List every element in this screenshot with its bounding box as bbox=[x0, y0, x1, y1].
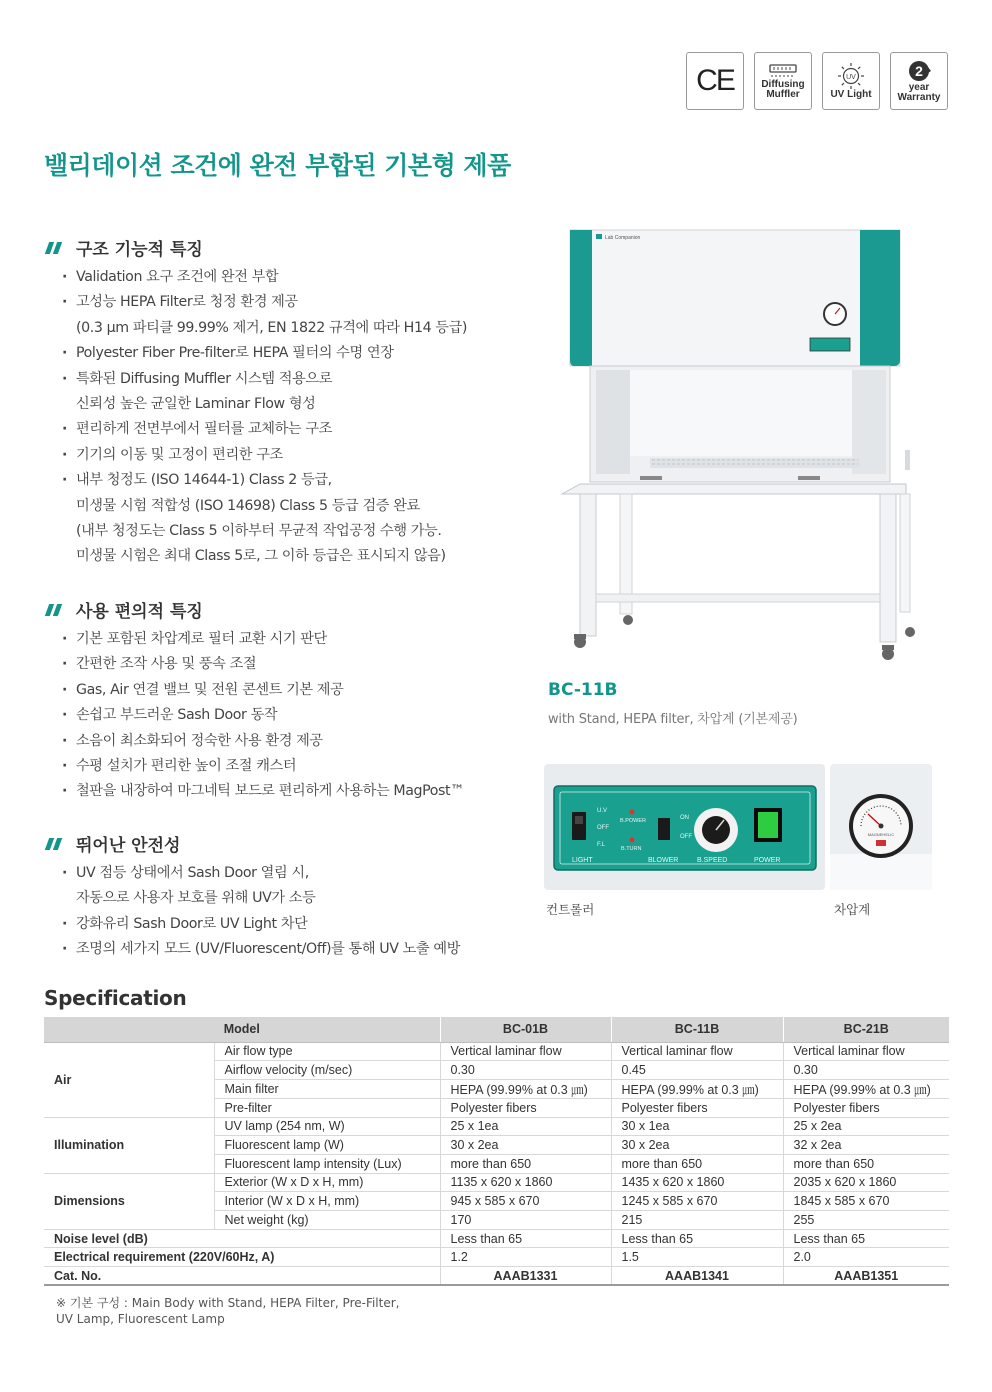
table-cell: 0.30 bbox=[440, 1061, 611, 1080]
svg-text:MAGNEHELIC: MAGNEHELIC bbox=[867, 832, 895, 837]
section-mark-icon bbox=[44, 602, 64, 616]
table-cell: 30 x 1ea bbox=[611, 1117, 783, 1136]
section-title: 사용 편의적 특징 bbox=[44, 597, 534, 621]
table-cell: Less than 65 bbox=[440, 1229, 611, 1248]
row-label: Interior (W x D x H, mm) bbox=[214, 1192, 440, 1211]
row-label: Net weight (kg) bbox=[214, 1211, 440, 1230]
table-cell: Polyester fibers bbox=[611, 1098, 783, 1117]
svg-text:BLOWER: BLOWER bbox=[648, 857, 679, 864]
list-item: · 손쉽고 부드러운 Sash Door 동작 bbox=[62, 703, 534, 728]
table-cell: Less than 65 bbox=[783, 1229, 949, 1248]
badge-label: Diffusing Muffler bbox=[761, 79, 805, 100]
diffusing-muffler-badge bbox=[754, 52, 812, 110]
row-label: Electrical requirement (220V/60Hz, A) bbox=[44, 1248, 440, 1267]
table-cell: 1.2 bbox=[440, 1248, 611, 1267]
list-item: · 소음이 최소화되어 정숙한 사용 환경 제공 bbox=[62, 729, 534, 754]
table-cell: 2035 x 620 x 1860 bbox=[783, 1173, 949, 1192]
table-row bbox=[44, 1229, 949, 1248]
svg-text:2: 2 bbox=[915, 63, 923, 79]
table-cell: HEPA (99.99% at 0.3 ㎛) bbox=[783, 1079, 949, 1098]
row-label: Exterior (W x D x H, mm) bbox=[214, 1173, 440, 1192]
list-item: · 편리하게 전면부에서 필터를 교체하는 구조 bbox=[62, 417, 534, 442]
table-cell: AAAB1351 bbox=[783, 1267, 949, 1286]
row-label: Fluorescent lamp intensity (Lux) bbox=[214, 1154, 440, 1173]
feature-list bbox=[62, 265, 534, 570]
svg-text:B.SPEED: B.SPEED bbox=[697, 857, 728, 864]
feature-list bbox=[62, 627, 534, 805]
table-cell: 25 x 1ea bbox=[440, 1117, 611, 1136]
table-row bbox=[44, 1248, 949, 1267]
controller-caption: 컨트롤러 bbox=[546, 902, 595, 917]
table-row bbox=[44, 1117, 949, 1136]
svg-text:B.POWER: B.POWER bbox=[620, 818, 646, 824]
row-label: Fluorescent lamp (W) bbox=[214, 1136, 440, 1155]
section-title: 구조 기능적 특징 bbox=[44, 235, 534, 259]
spec-table bbox=[44, 1017, 949, 1286]
structural-features-section bbox=[44, 235, 534, 570]
list-item: · 조명의 세가지 모드 (UV/Fluorescent/Off)를 통해 UV 노출 예방 bbox=[62, 937, 534, 962]
row-label: Air flow type bbox=[214, 1042, 440, 1061]
table-cell: 0.45 bbox=[611, 1061, 783, 1080]
table-cell: 2.0 bbox=[783, 1248, 949, 1267]
table-cell: AAAB1331 bbox=[440, 1267, 611, 1286]
column-header: BC-11B bbox=[611, 1017, 783, 1042]
controller-panel bbox=[544, 764, 825, 890]
column-header: BC-01B bbox=[440, 1017, 611, 1042]
table-cell: Polyester fibers bbox=[783, 1098, 949, 1117]
row-label: Cat. No. bbox=[44, 1267, 440, 1286]
table-cell: HEPA (99.99% at 0.3 ㎛) bbox=[440, 1079, 611, 1098]
row-label: UV lamp (254 nm, W) bbox=[214, 1117, 440, 1136]
list-item: · Polyester Fiber Pre-filter로 HEPA 필터의 수명 연장 bbox=[62, 341, 534, 366]
certification-badges bbox=[686, 52, 948, 110]
list-item: · UV 점등 상태에서 Sash Door 열림 시, 자동으로 사용자 보호를 위해 UV가 소등 bbox=[62, 861, 534, 912]
svg-text:B.TURN: B.TURN bbox=[621, 846, 642, 852]
svg-text:OFF: OFF bbox=[597, 825, 609, 831]
list-item: · 철판을 내장하여 마그네틱 보드로 편리하게 사용하는 MagPost™ bbox=[62, 779, 534, 804]
table-cell: more than 650 bbox=[440, 1154, 611, 1173]
list-item: · 내부 청정도 (ISO 14644-1) Class 2 등급, 미생물 시험 적합성 (ISO 14698) Class 5 등급 검증 완료 (내부 청정도는 Class 5 이하부터 무균적 작업공정 수행 가능. 미생물 시험은 최대 Class 5로, 그 이하 등급은 표시되지 않음) bbox=[62, 468, 534, 570]
uv-light-icon bbox=[836, 62, 866, 90]
svg-text:Lab Companion: Lab Companion bbox=[605, 235, 641, 241]
table-cell: Vertical laminar flow bbox=[611, 1042, 783, 1061]
table-cell: Less than 65 bbox=[611, 1229, 783, 1248]
badge-label: UV Light bbox=[830, 89, 872, 100]
svg-text:ON: ON bbox=[680, 815, 689, 821]
list-item: · 특화된 Diffusing Muffler 시스템 적용으로 신뢰성 높은 균일한 Laminar Flow 형성 bbox=[62, 367, 534, 418]
table-cell: 0.30 bbox=[783, 1061, 949, 1080]
table-cell: more than 650 bbox=[783, 1154, 949, 1173]
table-cell: Vertical laminar flow bbox=[440, 1042, 611, 1061]
table-cell: 1435 x 620 x 1860 bbox=[611, 1173, 783, 1192]
table-header-row bbox=[44, 1017, 949, 1042]
table-cell: 32 x 2ea bbox=[783, 1136, 949, 1155]
usability-features-section bbox=[44, 597, 534, 805]
uv-light-badge bbox=[822, 52, 880, 110]
svg-text:LIGHT: LIGHT bbox=[572, 857, 593, 864]
controller-photo bbox=[544, 764, 825, 890]
product-image bbox=[560, 222, 920, 668]
group-label: Illumination bbox=[44, 1117, 214, 1173]
gauge-photo bbox=[830, 764, 932, 890]
svg-text:UV: UV bbox=[846, 74, 856, 81]
gauge-caption: 차압계 bbox=[834, 902, 871, 917]
page-headline: 밸리데이션 조건에 완전 부합된 기본형 제품 bbox=[44, 151, 511, 180]
product-subtitle: with Stand, HEPA filter, 차압계 (기본제공) bbox=[548, 712, 798, 727]
row-label: Pre-filter bbox=[214, 1098, 440, 1117]
table-cell: 170 bbox=[440, 1211, 611, 1230]
table-cell: 25 x 2ea bbox=[783, 1117, 949, 1136]
section-title: 뛰어난 안전성 bbox=[44, 831, 534, 855]
spec-title: Specification bbox=[44, 986, 187, 1010]
diffusing-muffler-icon bbox=[768, 62, 798, 80]
group-label: Air bbox=[44, 1042, 214, 1117]
section-mark-icon bbox=[44, 240, 64, 254]
table-cell: 30 x 2ea bbox=[611, 1136, 783, 1155]
table-cell: 1845 x 585 x 670 bbox=[783, 1192, 949, 1211]
row-label: Main filter bbox=[214, 1079, 440, 1098]
feature-list bbox=[62, 861, 534, 963]
table-cell: AAAB1341 bbox=[611, 1267, 783, 1286]
warranty-badge bbox=[890, 52, 948, 110]
table-cell: 1.5 bbox=[611, 1248, 783, 1267]
safety-features-section bbox=[44, 831, 534, 963]
warranty-icon bbox=[906, 59, 932, 83]
svg-text:POWER: POWER bbox=[754, 857, 781, 864]
table-cell: 30 x 2ea bbox=[440, 1136, 611, 1155]
column-header: BC-21B bbox=[783, 1017, 949, 1042]
group-label: Dimensions bbox=[44, 1173, 214, 1229]
list-item: · 간편한 조작 사용 및 풍속 조절 bbox=[62, 652, 534, 677]
svg-text:OFF: OFF bbox=[680, 834, 692, 840]
pressure-gauge bbox=[830, 764, 932, 890]
row-label: Airflow velocity (m/sec) bbox=[214, 1061, 440, 1080]
column-header: Model bbox=[44, 1017, 440, 1042]
table-cell: 215 bbox=[611, 1211, 783, 1230]
list-item: · 기본 포함된 차압계로 필터 교환 시기 판단 bbox=[62, 627, 534, 652]
svg-text:F.L: F.L bbox=[597, 842, 606, 848]
table-row bbox=[44, 1267, 949, 1286]
table-cell: Vertical laminar flow bbox=[783, 1042, 949, 1061]
badge-label: year Warranty bbox=[897, 82, 941, 103]
section-mark-icon bbox=[44, 836, 64, 850]
row-label: Noise level (dB) bbox=[44, 1229, 440, 1248]
table-cell: Polyester fibers bbox=[440, 1098, 611, 1117]
list-item: · Validation 요구 조건에 완전 부합 bbox=[62, 265, 534, 290]
table-row bbox=[44, 1042, 949, 1061]
table-cell: HEPA (99.99% at 0.3 ㎛) bbox=[611, 1079, 783, 1098]
list-item: · 강화유리 Sash Door로 UV Light 차단 bbox=[62, 912, 534, 937]
table-cell: more than 650 bbox=[611, 1154, 783, 1173]
table-cell: 255 bbox=[783, 1211, 949, 1230]
footnote: ※ 기본 구성 : Main Body with Stand, HEPA Filter, Pre-Filter, UV Lamp, Fluorescent Lamp bbox=[56, 1296, 400, 1326]
list-item: · 고성능 HEPA Filter로 청정 환경 제공 (0.3 μm 파티클 99.99% 제거, EN 1822 규격에 따라 H14 등급) bbox=[62, 290, 534, 341]
ce-mark-icon: CE bbox=[696, 64, 734, 97]
list-item: · 수평 설치가 편리한 높이 조절 캐스터 bbox=[62, 754, 534, 779]
ce-badge bbox=[686, 52, 744, 110]
list-item: · Gas, Air 연결 밸브 및 전원 콘센트 기본 제공 bbox=[62, 678, 534, 703]
svg-text:U.V: U.V bbox=[597, 808, 608, 814]
table-cell: 945 x 585 x 670 bbox=[440, 1192, 611, 1211]
table-cell: 1135 x 620 x 1860 bbox=[440, 1173, 611, 1192]
table-row bbox=[44, 1173, 949, 1192]
list-item: · 기기의 이동 및 고정이 편리한 구조 bbox=[62, 443, 534, 468]
product-model: BC-11B bbox=[548, 680, 618, 700]
table-cell: 1245 x 585 x 670 bbox=[611, 1192, 783, 1211]
